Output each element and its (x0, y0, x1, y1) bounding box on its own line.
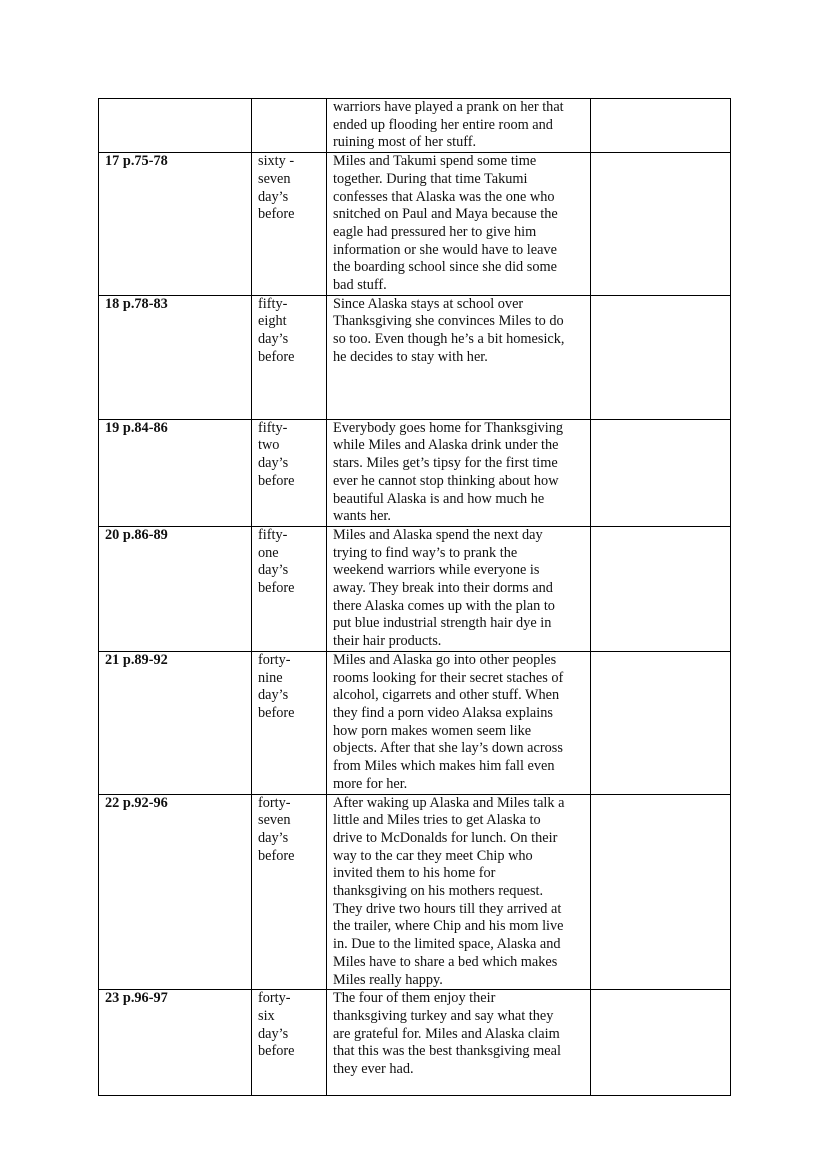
timing-line: sixty - (258, 153, 295, 170)
timing-line: before (258, 580, 295, 597)
chapter-log-table (98, 98, 731, 1096)
summary-line: ended up flooding her entire room and (333, 116, 553, 133)
notes-cell (591, 153, 731, 296)
summary-line: so too. Even though he’s a bit homesick, (333, 331, 565, 348)
table-row (99, 419, 731, 526)
timing-line: nine (258, 669, 283, 686)
timing-line: before (258, 1043, 295, 1060)
summary-line: there Alaska comes up with the plan to (333, 597, 555, 614)
chapter-cell: 19 p.84-86 (99, 419, 252, 526)
summary-line: Miles and Takumi spend some time (333, 153, 537, 170)
chapter-cell: 20 p.86-89 (99, 526, 252, 651)
summary-line: weekend warriors while everyone is (333, 562, 540, 579)
timing-line: forty- (258, 990, 291, 1007)
summary-line: together. During that time Takumi (333, 170, 528, 187)
timing-line: one (258, 544, 279, 561)
timing-line: before (258, 206, 295, 223)
summary-line: while Miles and Alaska drink under the (333, 437, 559, 454)
summary-line: their hair products. (333, 633, 442, 650)
timing-line: day’s (258, 562, 289, 579)
timing-line: before (258, 847, 295, 864)
timing-line: seven (258, 170, 291, 187)
summary-line: they find a porn video Alaksa explains (333, 704, 553, 721)
notes-cell (591, 990, 731, 1096)
chapter-cell (99, 99, 252, 153)
table-body (99, 99, 731, 1096)
timing-line: day’s (258, 455, 289, 472)
summary-line: more for her. (333, 775, 408, 792)
table-row (99, 651, 731, 794)
summary-line: little and Miles tries to get Alaska to (333, 812, 541, 829)
notes-cell (591, 651, 731, 794)
timing-cell (252, 651, 327, 794)
timing-cell (252, 295, 327, 419)
summary-line: from Miles which makes him fall even (333, 758, 555, 775)
timing-line: fifty- (258, 419, 288, 436)
summary-line: thanksgiving on his mothers request. (333, 883, 544, 900)
summary-cell (327, 153, 591, 296)
summary-line: snitched on Paul and Maya because the (333, 206, 558, 223)
summary-line: Everybody goes home for Thanksgiving (333, 419, 564, 436)
summary-line: the boarding school since she did some (333, 259, 557, 276)
timing-line: day’s (258, 188, 289, 205)
summary-line: They drive two hours till they arrived at (333, 900, 562, 917)
summary-line: in. Due to the limited space, Alaska and (333, 936, 561, 953)
timing-cell (252, 990, 327, 1096)
chapter-cell: 22 p.92-96 (99, 794, 252, 990)
summary-line: stars. Miles get’s tipsy for the first time (333, 455, 558, 472)
timing-line: eight (258, 313, 287, 330)
summary-line: beautiful Alaska is and how much he (333, 490, 545, 507)
notes-cell (591, 99, 731, 153)
summary-line: thanksgiving turkey and say what they (333, 1007, 554, 1024)
timing-cell (252, 419, 327, 526)
timing-line: seven (258, 812, 291, 829)
timing-line: before (258, 472, 295, 489)
timing-line: fifty- (258, 526, 288, 543)
summary-line: The four of them enjoy their (333, 990, 496, 1007)
summary-line: confesses that Alaska was the one who (333, 188, 555, 205)
timing-line: before (258, 704, 295, 721)
notes-cell (591, 526, 731, 651)
timing-line: day’s (258, 687, 289, 704)
table-row (99, 295, 731, 419)
table-row (99, 990, 731, 1096)
timing-cell (252, 153, 327, 296)
timing-line: forty- (258, 651, 291, 668)
table-row (99, 99, 731, 153)
summary-line: away. They break into their dorms and (333, 580, 553, 597)
summary-cell (327, 990, 591, 1096)
timing-line: two (258, 437, 280, 454)
summary-line: After waking up Alaska and Miles talk a (333, 794, 565, 811)
summary-line: alcohol, cigarrets and other stuff. When (333, 687, 560, 704)
timing-cell (252, 794, 327, 990)
timing-line: forty- (258, 794, 291, 811)
table-row (99, 794, 731, 990)
summary-line: Miles really happy. (333, 971, 443, 988)
timing-line: day’s (258, 829, 289, 846)
timing-cell (252, 526, 327, 651)
chapter-cell: 17 p.75-78 (99, 153, 252, 296)
summary-cell (327, 99, 591, 153)
notes-cell (591, 295, 731, 419)
summary-line: Miles have to share a bed which makes (333, 953, 558, 970)
summary-line: that this was the best thanksgiving meal (333, 1043, 561, 1060)
summary-line: ever he cannot stop thinking about how (333, 472, 559, 489)
notes-cell (591, 419, 731, 526)
summary-line: bad stuff. (333, 277, 387, 294)
summary-cell (327, 419, 591, 526)
summary-line: information or she would have to leave (333, 241, 557, 258)
summary-line: warriors have played a prank on her that (333, 99, 564, 115)
table-row (99, 526, 731, 651)
summary-cell (327, 651, 591, 794)
summary-cell (327, 526, 591, 651)
summary-line: Miles and Alaska spend the next day (333, 526, 543, 543)
chapter-cell: 21 p.89-92 (99, 651, 252, 794)
summary-line: Miles and Alaska go into other peoples (333, 651, 557, 668)
summary-line: how porn makes women seem like (333, 722, 532, 739)
chapter-cell: 18 p.78-83 (99, 295, 252, 419)
summary-line: objects. After that she lay’s down across (333, 740, 563, 757)
summary-line: he decides to stay with her. (333, 348, 488, 365)
summary-line: Since Alaska stays at school over (333, 295, 524, 312)
summary-line: Thanksgiving she convinces Miles to do (333, 313, 564, 330)
timing-line: six (258, 1007, 275, 1024)
chapter-cell: 23 p.96-97 (99, 990, 252, 1096)
summary-cell (327, 295, 591, 419)
summary-cell (327, 794, 591, 990)
summary-line: way to the car they meet Chip who (333, 847, 533, 864)
summary-line: drive to McDonalds for lunch. On their (333, 829, 558, 846)
timing-cell (252, 99, 327, 153)
summary-line: the trailer, where Chip and his mom live (333, 918, 564, 935)
summary-line: are grateful for. Miles and Alaska claim (333, 1025, 560, 1042)
summary-line: they ever had. (333, 1061, 414, 1078)
summary-line: trying to find way’s to prank the (333, 544, 518, 561)
summary-line: invited them to his home for (333, 865, 496, 882)
timing-line: day’s (258, 331, 289, 348)
summary-line: eagle had pressured her to give him (333, 223, 537, 240)
summary-line: ruining most of her stuff. (333, 134, 477, 151)
summary-line: put blue industrial strength hair dye in (333, 615, 552, 632)
summary-line: rooms looking for their secret staches of (333, 669, 564, 686)
timing-line: fifty- (258, 295, 288, 312)
table-row (99, 153, 731, 296)
summary-line: wants her. (333, 508, 391, 525)
timing-line: before (258, 348, 295, 365)
timing-line: day’s (258, 1025, 289, 1042)
notes-cell (591, 794, 731, 990)
